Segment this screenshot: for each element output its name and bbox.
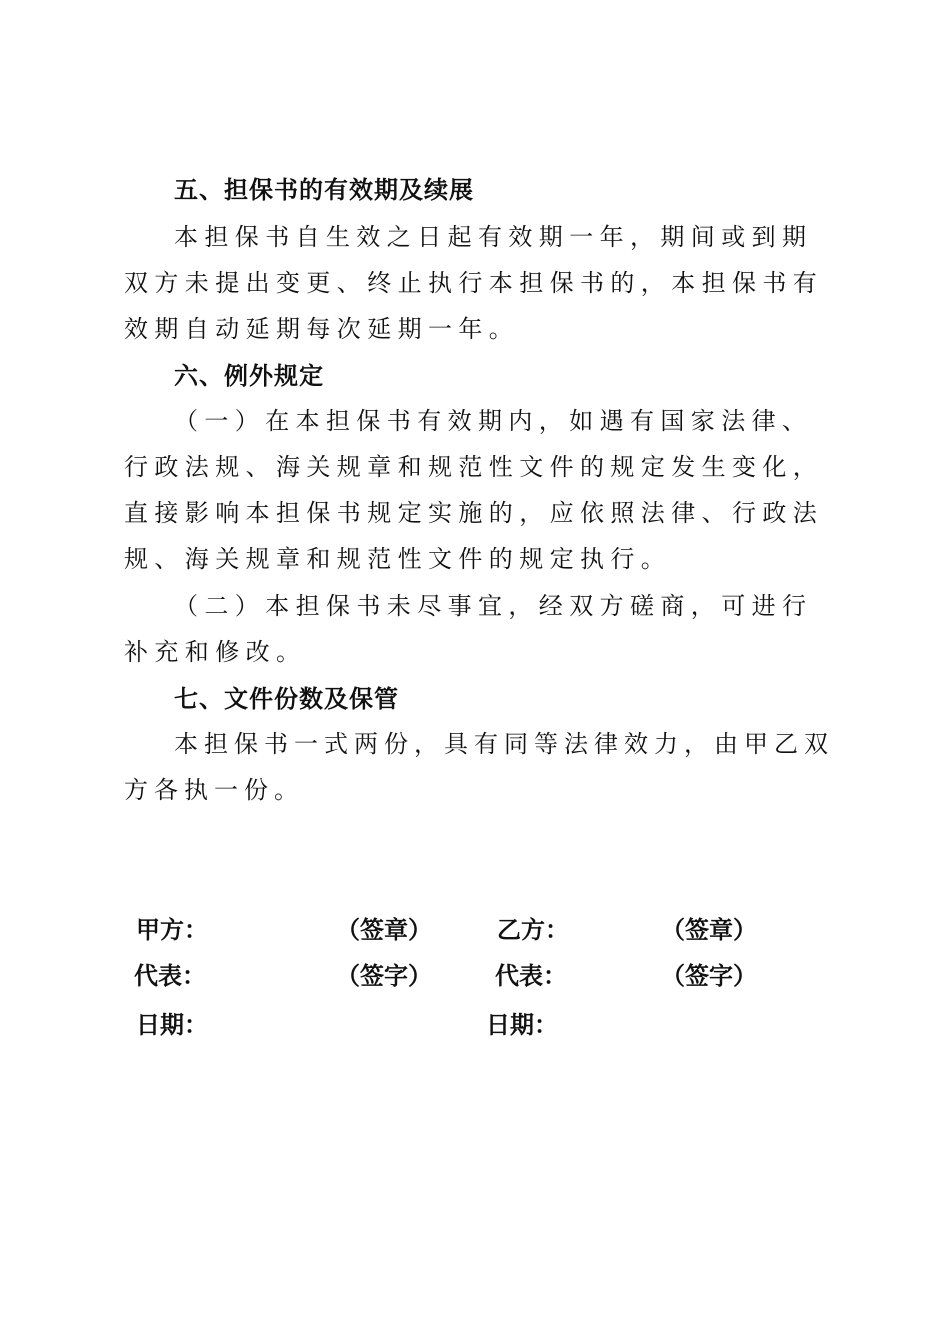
section-5-heading: 五、担保书的有效期及续展: [174, 176, 474, 204]
section-7-body: 本担保书一式两份，具有同等法律效力，由甲乙双方各执一份。: [124, 730, 834, 804]
section-7-heading: 七、文件份数及保管: [174, 685, 399, 713]
party-b-label: 乙方：: [497, 916, 569, 944]
section-6-item-1: （一）在本担保书有效期内，如遇有国家法律、行政法规、海关规章和规范性文件的规定发生变化，直接影响本担保书规定实施的，应依照法律、行政法规、海关规章和规范性文件的规定执行。: [124, 407, 824, 573]
party-b-date-label: 日期：: [486, 1011, 558, 1039]
section-6-heading: 六、例外规定: [174, 362, 324, 390]
section-6-item-2: （二）本担保书未尽事宜，经双方磋商，可进行补充和修改。: [124, 592, 813, 666]
party-a-sign-label: （签字）: [336, 962, 432, 990]
party-b-rep-label: 代表：: [495, 962, 567, 990]
party-b-sign-label: （签字）: [661, 962, 757, 990]
party-a-label: 甲方：: [136, 916, 208, 944]
party-a-seal-label: （签章）: [336, 916, 432, 944]
section-5-body: 本担保书自生效之日起有效期一年，期间或到期双方未提出变更、终止执行本担保书的，本担保书有效期自动延期每次延期一年。: [124, 223, 824, 343]
party-a-rep-label: 代表：: [134, 962, 206, 990]
party-a-date-label: 日期：: [136, 1011, 208, 1039]
party-b-seal-label: （签章）: [661, 916, 757, 944]
